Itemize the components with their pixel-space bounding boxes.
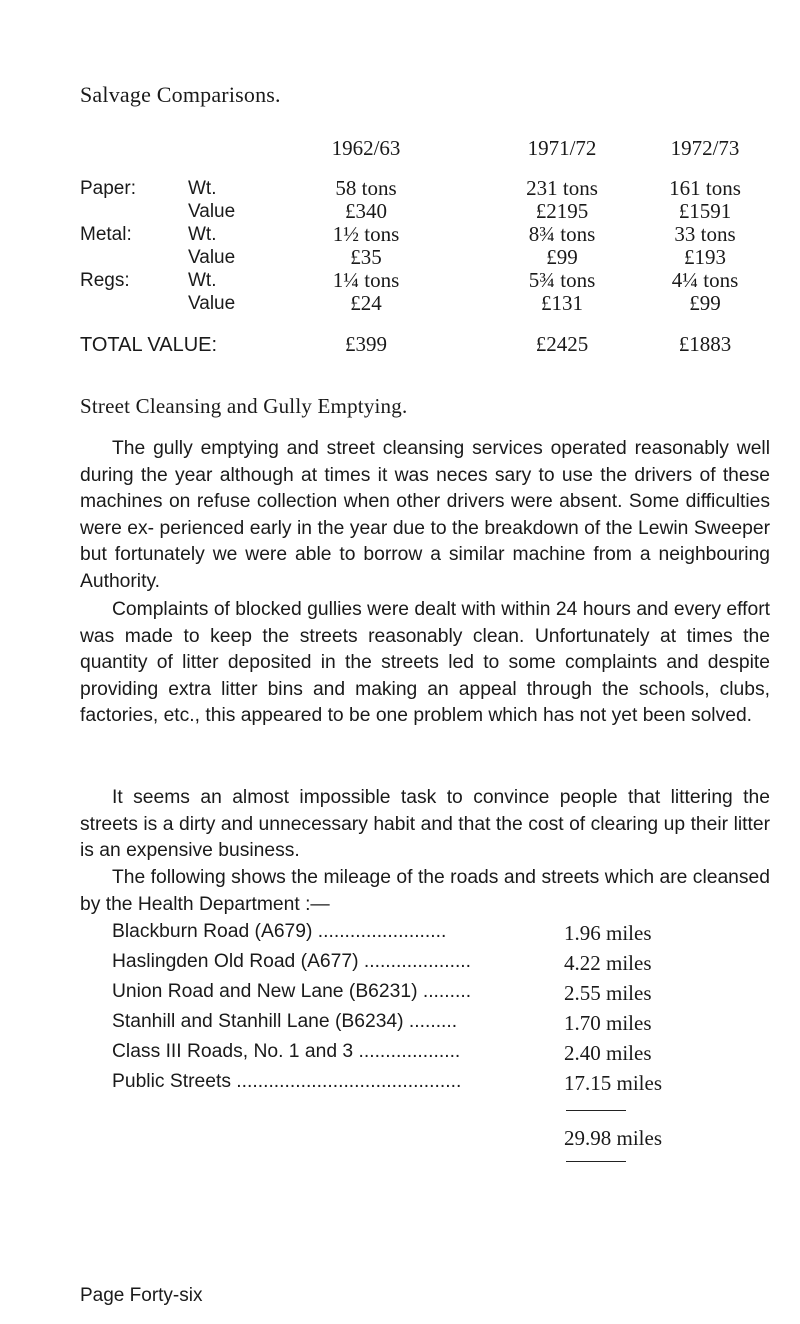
road-name: Class III Roads, No. 1 and 3 ................... [112,1041,461,1062]
street-cleansing-heading: Street Cleansing and Gully Emptying. [80,394,408,418]
table-cell: 231 tons [526,176,598,200]
road-miles: 1.96 miles [564,921,652,945]
paragraph-complaints: Complaints of blocked gullies were dealt with within 24 hours and every effort was made to keep the streets reasonably clean. Unfortunately at times the quantity of litter deposited in the streets led to some complaints and despite providing extra litter bins and making an appeal through the schools, clubs, factories, etc., this appeared to be one problem which has not yet been solved. [80,599,770,727]
value-label: Value [188,293,236,314]
category-paper: Paper: [80,178,136,199]
road-miles: 2.40 miles [564,1041,652,1065]
table-cell: £35 [350,245,382,269]
road-miles: 4.22 miles [564,951,652,975]
table-cell: 58 tons [335,176,397,200]
page-footer: Page Forty-six [80,1285,203,1306]
wt-label: Wt. [188,224,217,245]
mileage-total-row [112,1126,712,1156]
road-name: Haslingden Old Road (A677) .................... [112,951,472,972]
table-cell: 4¼ tons [671,268,739,292]
table-cell: £340 [345,199,387,223]
list-item [112,1011,712,1041]
total-cell: £2425 [535,332,589,356]
road-name: Stanhill and Stanhill Lane (B6234) ......... [112,1011,458,1032]
value-label: Value [188,247,236,268]
year-header-3: 1972/73 [670,136,740,160]
table-cell: £1591 [678,199,732,223]
table-cell: 1¼ tons [332,268,400,292]
paragraph-mileage-intro: The following shows the mileage of the roads and streets which are cleansed by the Health Department :— [80,867,770,915]
salvage-heading: Salvage Comparisons. [80,82,281,107]
year-header-1: 1962/63 [331,136,401,160]
paragraph-littering: It seems an almost impossible task to convince people that littering the streets is a dirty and unnecessary habit and that the cost of clearing up their litter is an expensive business. [80,787,770,862]
total-cell: £399 [345,332,387,356]
table-cell: 5¾ tons [528,268,596,292]
total-rule-top [566,1110,626,1111]
total-rule-bottom [566,1161,626,1162]
total-cell: £1883 [678,332,732,356]
category-regs: Regs: [80,270,130,291]
table-cell: £24 [350,291,382,315]
wt-label: Wt. [188,270,217,291]
table-cell: £99 [689,291,721,315]
road-name: Union Road and New Lane (B6231) ......... [112,981,472,1002]
table-cell: £2195 [535,199,589,223]
wt-label: Wt. [188,178,217,199]
table-cell: £193 [684,245,726,269]
total-value-label: TOTAL VALUE: [80,334,218,356]
list-item [112,1041,712,1071]
list-item [112,1071,712,1101]
table-cell: £131 [541,291,583,315]
road-name: Public Streets .......................................... [112,1071,462,1092]
year-header-2: 1971/72 [527,136,597,160]
paragraph-gully-services: The gully emptying and street cleansing services operated reasonably well during the year although at times it was neces sary to use the drivers of these machines on refuse collection when other drivers were absent. Some difficulties were ex- perienced early in the year due to the breakdown of the Lewin Sweeper but fortunately we were able to borrow a similar machine from a neighbouring Authority. [80,438,770,592]
road-miles: 17.15 miles [564,1071,662,1095]
list-item [112,921,712,951]
table-cell: 33 tons [674,222,736,246]
road-miles: 2.55 miles [564,981,652,1005]
road-miles: 1.70 miles [564,1011,652,1035]
category-metal: Metal: [80,224,132,245]
table-cell: 1½ tons [332,222,400,246]
list-item [112,981,712,1011]
table-cell: 8¾ tons [528,222,596,246]
table-cell: 161 tons [669,176,741,200]
value-label: Value [188,201,236,222]
road-name: Blackburn Road (A679) ........................ [112,921,447,942]
list-item [112,951,712,981]
table-cell: £99 [546,245,578,269]
mileage-total: 29.98 miles [564,1126,662,1150]
